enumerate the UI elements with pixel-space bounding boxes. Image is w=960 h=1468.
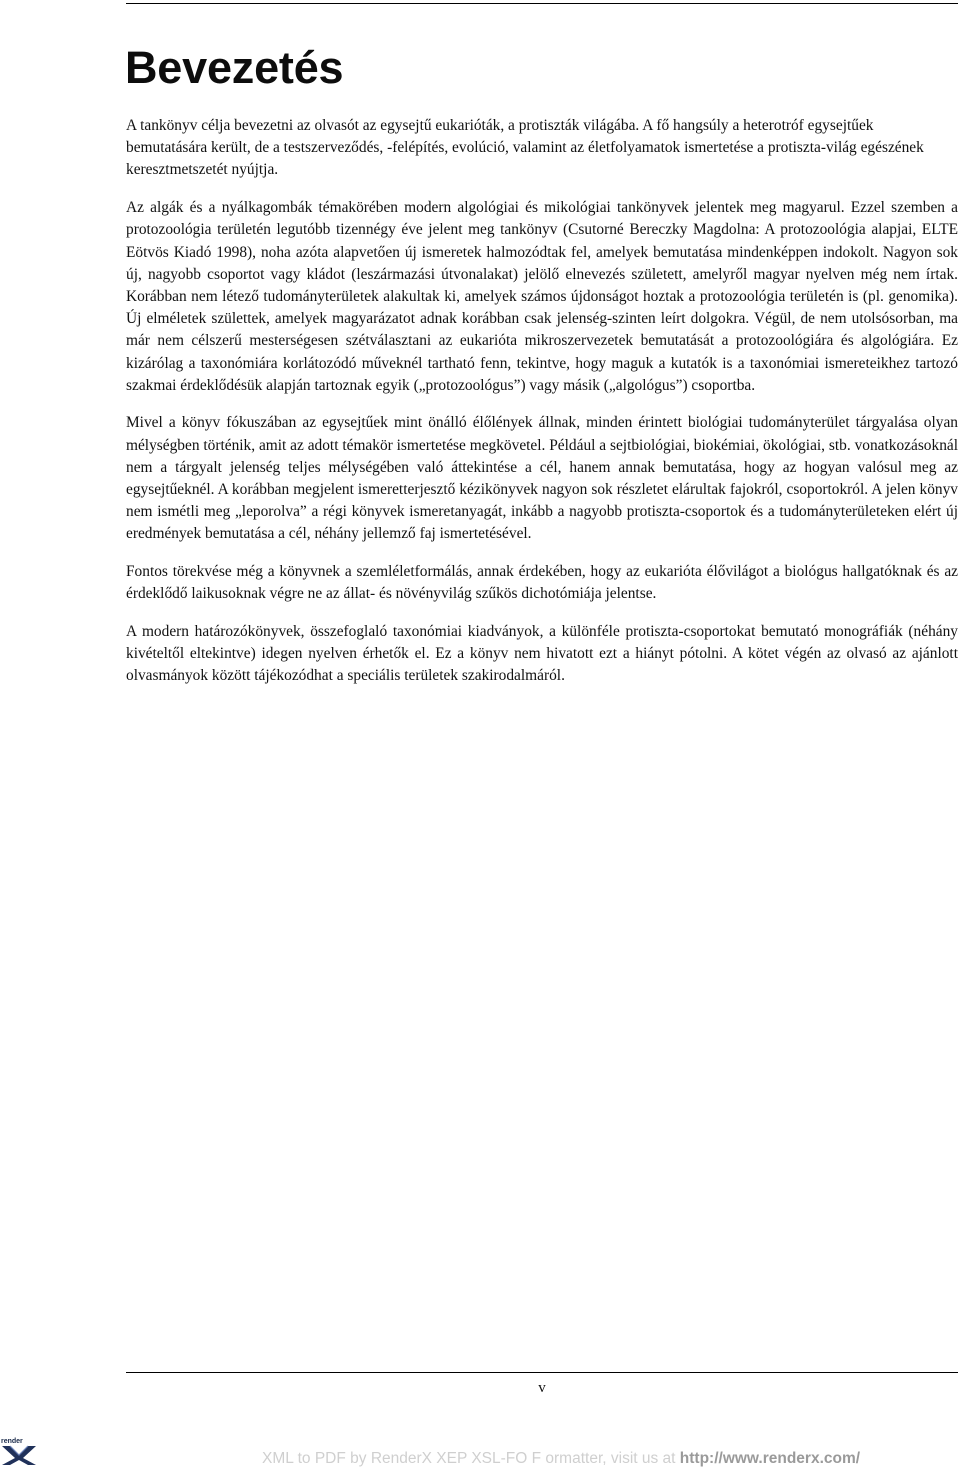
body-text (126, 115, 958, 703)
watermark-text: XML to PDF by RenderX XEP XSL-FO F ormatter, visit us at (262, 1450, 680, 1467)
page-number: v (538, 1380, 546, 1396)
top-rule (126, 3, 958, 4)
paragraph-4: Fontos törekvése még a könyvnek a szemléletformálás, annak érdekében, hogy az eukarióta élővilágot a biológus hallgatóknak és az érdeklődő laikusoknak végre ne az állat- és növényvilág szűkös dichotómiája jelentse. (126, 563, 958, 603)
renderx-logo-icon (0, 1436, 40, 1465)
paragraph-5: A modern határozókönyvek, összefoglaló taxonómiai kiadványok, a különféle protiszta-csoportokat bemutató monográfiák (néhány kivételtől eltekintve) idegen nyelven érhetők el. Ez a könyv nem hivatott ezt a hiányt pótolni. A kötet végén az olvasó az ajánlott olvasmányok között tájékozódhat a speciális területek szakirodalmáról. (126, 623, 958, 685)
renderx-watermark (262, 1450, 860, 1468)
page-title: Bevezetés (125, 42, 344, 93)
paragraph-3: Mivel a könyv fókuszában az egysejtűek mint önálló élőlények állnak, minden érintett biológiai tudományterület tárgyalása olyan mélységben történik, amit az adott témakör ismertetése megkövetel. Például a sejtbiológiai, biokémiai, ökológiai, stb. vonatkozásoknál nem a tárgyalt jelenség teljes mélységében való áttekintése a cél, hanem annak bemutatása, hogy az hogyan valósul meg az egysejtűeknél. A korábban megjelent ismeretterjesztő kézikönyvek nagyon sok részletet elárultak fajokról, csoportokról. A jelen könyv nem ismétli meg „leporolva” a régi könyvek ismeretanyagát, inkább a nagyobb protiszta-csoportok és a tudományterületeken elért új eredmények bemutatása a cél, néhány jellemző faj ismertetésével. (126, 414, 958, 543)
watermark-link[interactable]: http://www.renderx.com/ (679, 1450, 861, 1467)
paragraph-2: Az algák és a nyálkagombák témakörében modern algológiai és mikológiai tankönyvek jelentek meg magyarul. Ezzel szemben a protozoológia területén legutóbb tizennégy éve jelent meg tankönyv (Csutorné Bereczky Magdolna: A protozoológia alapjai, ELTE Eötvös Kiadó 1998), noha azóta alapvetően új ismeretek halmozódtak fel, amelyek bemutatása mindenképpen indokolt. Nagyon sok új, nagyobb csoportot vagy kládot (leszármazási útvonalakat) jelölő elnevezés született, amelyről magyar nyelven még nem írtak. Korábban nem létező tudományterületek alakultak ki, amelyek számos újdonságot hoztak a protozoológia területén is (pl. genomika). Új elméletek születtek, amelyek magyarázatot adnak korábban csak jelenség-szinten leírt dolgokra. Végül, de nem utolsósorban, ma már nem célszerű mesterségesen szétválasztani az eukarióta mikroszervezetek bemutatását a protozoológiára és algológiára. Ez kizárólag a taxonómiára korlátozódó műveknél tartható fenn, tekintve, hogy maguk a kutatók is a taxonómiai ismereteikhez tartozó szakmai érdeklődésük alapján tartoznak egyik („protozoológus”) vagy másik („algológus”) csoportba. (126, 199, 958, 394)
logo-wordmark: render (1, 1438, 23, 1445)
bottom-rule (126, 1372, 958, 1373)
paragraph-1: A tankönyv célja bevezetni az olvasót az egysejtű eukarióták, a protiszták világába. A fő hangsúly a heterotróf egysejtűek bemutatására került, de a testszerveződés, -felépítés, evolúció, valamint az életfolyamatok ismertetése a protiszta-világ egészének keresztmetszetét nyújtja. (126, 117, 924, 179)
